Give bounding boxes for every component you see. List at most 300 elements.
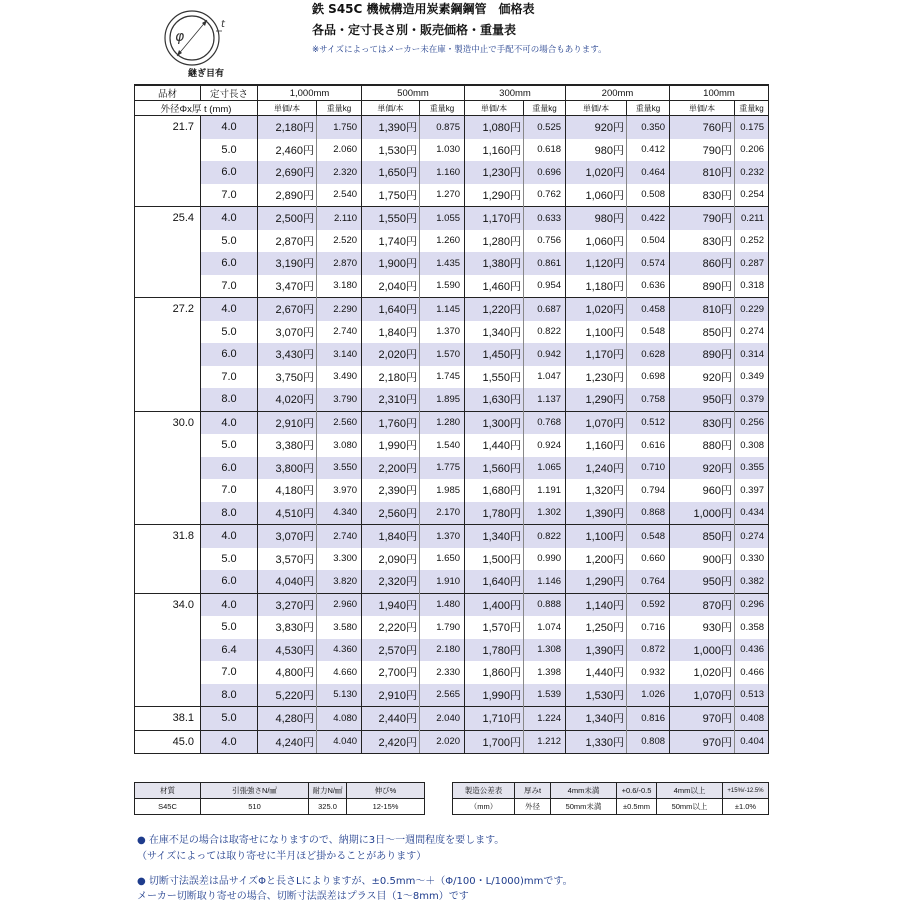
weight-cell: 0.466 [735,661,769,684]
unit-price-cell: 1,570円 [465,616,524,639]
unit-price-cell: 1,400円 [465,593,524,616]
outer-diameter-cell [135,343,201,366]
thickness-cell: 5.0 [201,230,258,253]
weight-cell: 2.560 [317,411,362,434]
unit-price-cell: 1,170円 [566,343,627,366]
table-row [135,684,769,707]
table-row [135,502,769,525]
tolerance-header-cell: +0.6/-0.5 [617,783,657,799]
weight-cell: 0.274 [735,321,769,344]
weight-cell: 0.308 [735,434,769,457]
outer-diameter-cell [135,457,201,480]
weight-cell: 0.990 [524,548,566,571]
weight-cell: 1.212 [524,730,566,754]
weight-cell: 1.398 [524,661,566,684]
weight-cell: 1.910 [420,570,465,593]
weight-cell: 0.232 [735,161,769,184]
unit-price-cell: 850円 [670,321,735,344]
unit-price-cell: 2,220円 [362,616,420,639]
weight-cell: 0.548 [627,321,670,344]
unit-price-cell: 4,530円 [258,639,317,662]
unit-price-cell: 1,290円 [566,570,627,593]
tolerance-table [452,782,769,815]
weight-cell: 0.633 [524,207,566,230]
weight-cell: 1.790 [420,616,465,639]
unit-price-cell: 970円 [670,730,735,754]
unit-price-cell: 1,140円 [566,593,627,616]
unit-price-cell: 2,390円 [362,479,420,502]
thickness-cell: 5.0 [201,616,258,639]
unit-price-cell: 960円 [670,479,735,502]
weight-cell: 0.710 [627,457,670,480]
length-header: 200mm [566,85,670,101]
weight-cell: 4.040 [317,730,362,754]
weight-cell: 0.756 [524,230,566,253]
unit-price-cell: 1,340円 [465,321,524,344]
outer-diameter-cell: 45.0 [135,730,201,754]
unit-price-cell: 830円 [670,411,735,434]
weight-cell: 0.314 [735,343,769,366]
outer-diameter-cell: 27.2 [135,298,201,321]
spec-value-cell: S45C [135,799,201,815]
outer-diameter-cell [135,616,201,639]
weight-cell: 1.775 [420,457,465,480]
thickness-cell: 7.0 [201,479,258,502]
weight-cell: 2.320 [317,161,362,184]
weight-cell: 0.872 [627,639,670,662]
availability-note: ※サイズによってはメーカー未在庫・製造中止で手配不可の場合もあります。 [312,45,607,55]
thickness-cell: 7.0 [201,661,258,684]
weight-cell: 2.960 [317,593,362,616]
outer-diameter-cell [135,388,201,411]
table-row [135,207,769,230]
unit-price-cell: 3,470円 [258,275,317,298]
thickness-cell: 7.0 [201,366,258,389]
outer-diameter-cell [135,639,201,662]
weight-cell: 3.080 [317,434,362,457]
table-row [135,730,769,754]
weight-cell: 1.065 [524,457,566,480]
unit-price-cell: 1,020円 [670,661,735,684]
tolerance-value-cell: ±1.0% [723,799,769,815]
weight-cell: 0.698 [627,366,670,389]
unit-price-cell: 1,080円 [465,116,524,139]
weight-cell: 1.047 [524,366,566,389]
weight-cell: 0.716 [627,616,670,639]
unit-price-cell: 1,530円 [362,139,420,162]
unit-price-cell: 2,180円 [258,116,317,139]
unit-price-cell: 1,900円 [362,252,420,275]
weight-cell: 0.924 [524,434,566,457]
weight-cell: 0.822 [524,321,566,344]
thickness-cell: 5.0 [201,548,258,571]
outer-diameter-cell [135,230,201,253]
table-row [135,230,769,253]
table-row [135,161,769,184]
unit-price-cell: 3,380円 [258,434,317,457]
length-header: 500mm [362,85,465,101]
table-row [135,707,769,731]
unit-price-cell: 1,000円 [670,639,735,662]
outer-diameter-cell: 38.1 [135,707,201,731]
weight-cell: 0.397 [735,479,769,502]
unit-price-cell: 930円 [670,616,735,639]
weight-cell: 2.740 [317,321,362,344]
weight-cell: 0.628 [627,343,670,366]
unit-price-cell: 1,780円 [465,639,524,662]
spec-value-cell: 510 [201,799,309,815]
table-row [135,457,769,480]
thickness-cell: 4.0 [201,593,258,616]
spec-value-cell: 12-15% [347,799,425,815]
thickness-cell: 6.0 [201,570,258,593]
weight-cell: 0.513 [735,684,769,707]
weight-cell: 1.160 [420,161,465,184]
table-row [135,298,769,321]
outer-diameter-cell [135,366,201,389]
material-spec-table [134,782,425,815]
unit-price-cell: 810円 [670,298,735,321]
outer-diameter-cell [135,321,201,344]
unit-price-cell: 1,320円 [566,479,627,502]
table-row [135,184,769,207]
weight-cell: 1.074 [524,616,566,639]
weight-cell: 2.180 [420,639,465,662]
weight-cell: 1.026 [627,684,670,707]
weight-header: 重量kg [317,101,362,116]
outer-diameter-cell [135,570,201,593]
weight-cell: 0.404 [735,730,769,754]
table-row [135,116,769,139]
table-row [135,661,769,684]
unit-price-cell: 1,020円 [566,298,627,321]
weight-cell: 0.794 [627,479,670,502]
unit-price-cell: 920円 [566,116,627,139]
spec-header-cell: 伸び% [347,783,425,799]
weight-cell: 1.308 [524,639,566,662]
thickness-cell: 4.0 [201,207,258,230]
unit-price-cell: 950円 [670,388,735,411]
unit-price-cell: 3,270円 [258,593,317,616]
unit-price-cell: 1,060円 [566,230,627,253]
weight-cell: 0.382 [735,570,769,593]
thickness-cell: 7.0 [201,184,258,207]
tolerance-header-cell: +15%/-12.5% [723,783,769,799]
outer-diameter-cell: 30.0 [135,411,201,434]
unit-price-cell: 2,020円 [362,343,420,366]
weight-cell: 0.330 [735,548,769,571]
unit-price-cell: 790円 [670,207,735,230]
page-title: 鉄 S45C 機械構造用炭素鋼鋼管 価格表 [312,2,535,16]
weight-cell: 0.808 [627,730,670,754]
unit-price-cell: 3,800円 [258,457,317,480]
weight-cell: 1.260 [420,230,465,253]
unit-price-cell: 1,440円 [465,434,524,457]
thickness-cell: 7.0 [201,275,258,298]
weight-cell: 3.180 [317,275,362,298]
outer-diameter-cell [135,661,201,684]
weight-cell: 2.870 [317,252,362,275]
unit-price-cell: 1,230円 [465,161,524,184]
thickness-cell: 8.0 [201,684,258,707]
unit-price-header: 単価/本 [670,101,735,116]
weight-cell: 0.229 [735,298,769,321]
weight-cell: 2.520 [317,230,362,253]
unit-price-cell: 970円 [670,707,735,731]
weight-cell: 0.816 [627,707,670,731]
outer-diameter-cell [135,548,201,571]
unit-price-cell: 4,800円 [258,661,317,684]
unit-price-cell: 860円 [670,252,735,275]
weight-cell: 1.370 [420,525,465,548]
spec-value-cell: 325.0 [309,799,347,815]
weight-cell: 0.548 [627,525,670,548]
weight-cell: 0.592 [627,593,670,616]
unit-price-cell: 1,200円 [566,548,627,571]
unit-price-cell: 1,390円 [362,116,420,139]
unit-price-cell: 4,180円 [258,479,317,502]
weight-cell: 1.650 [420,548,465,571]
weight-cell: 1.435 [420,252,465,275]
weight-cell: 4.340 [317,502,362,525]
weight-cell: 1.145 [420,298,465,321]
unit-price-cell: 1,280円 [465,230,524,253]
weight-cell: 3.550 [317,457,362,480]
unit-price-cell: 950円 [670,570,735,593]
unit-price-cell: 1,740円 [362,230,420,253]
unit-price-cell: 1,160円 [566,434,627,457]
weight-cell: 0.408 [735,707,769,731]
unit-price-cell: 2,460円 [258,139,317,162]
weight-cell: 0.412 [627,139,670,162]
weight-cell: 0.256 [735,411,769,434]
weight-cell: 2.740 [317,525,362,548]
unit-price-cell: 2,500円 [258,207,317,230]
thickness-cell: 4.0 [201,730,258,754]
weight-cell: 0.616 [627,434,670,457]
weight-cell: 2.110 [317,207,362,230]
unit-price-cell: 3,190円 [258,252,317,275]
unit-price-header: 単価/本 [362,101,420,116]
unit-price-cell: 2,910円 [362,684,420,707]
thickness-cell: 5.0 [201,321,258,344]
unit-price-cell: 1,070円 [670,684,735,707]
weight-cell: 3.300 [317,548,362,571]
weight-header: 重量kg [524,101,566,116]
unit-price-cell: 1,390円 [566,502,627,525]
weight-cell: 3.970 [317,479,362,502]
thickness-cell: 6.0 [201,252,258,275]
unit-price-cell: 790円 [670,139,735,162]
t-label: t [221,19,225,30]
cutting-note: ● 切断寸法誤差は品サイズΦと長さLによりますが、±0.5mm〜＋（Φ/100・L/1000)mmです。 [137,876,573,887]
weight-cell: 0.868 [627,502,670,525]
weight-cell: 0.574 [627,252,670,275]
weight-cell: 1.280 [420,411,465,434]
weight-cell: 3.790 [317,388,362,411]
page-subtitle: 各品・定寸長さ別・販売価格・重量表 [312,23,517,37]
table-row [135,411,769,434]
table-row [135,434,769,457]
unit-price-cell: 1,100円 [566,525,627,548]
unit-price-cell: 1,550円 [465,366,524,389]
unit-price-cell: 1,630円 [465,388,524,411]
unit-price-cell: 1,560円 [465,457,524,480]
weight-cell: 1.302 [524,502,566,525]
unit-price-cell: 1,680円 [465,479,524,502]
unit-price-cell: 810円 [670,161,735,184]
weight-cell: 0.252 [735,230,769,253]
weight-cell: 0.954 [524,275,566,298]
unit-price-cell: 1,450円 [465,343,524,366]
unit-price-cell: 1,860円 [465,661,524,684]
outer-diameter-cell: 25.4 [135,207,201,230]
unit-price-cell: 1,650円 [362,161,420,184]
tolerance-header-cell: 厚みt [515,783,551,799]
weight-cell: 0.888 [524,593,566,616]
unit-price-cell: 1,170円 [465,207,524,230]
thickness-cell: 6.0 [201,161,258,184]
thickness-cell: 6.0 [201,343,258,366]
weight-cell: 0.504 [627,230,670,253]
tolerance-header-cell: 4mm以上 [657,783,723,799]
weight-cell: 0.861 [524,252,566,275]
unit-price-cell: 1,160円 [465,139,524,162]
table-row [135,479,769,502]
length-header: 300mm [465,85,566,101]
unit-price-cell: 3,750円 [258,366,317,389]
spec-header-cell: 耐力N/㎟ [309,783,347,799]
unit-price-cell: 1,750円 [362,184,420,207]
unit-price-cell: 2,420円 [362,730,420,754]
unit-price-cell: 3,570円 [258,548,317,571]
table-row [135,388,769,411]
unit-price-cell: 1,710円 [465,707,524,731]
unit-price-cell: 1,240円 [566,457,627,480]
thickness-cell: 6.0 [201,457,258,480]
thickness-cell: 4.0 [201,525,258,548]
weight-cell: 1.750 [317,116,362,139]
weight-cell: 4.080 [317,707,362,731]
unit-price-cell: 1,120円 [566,252,627,275]
weight-cell: 0.211 [735,207,769,230]
weight-cell: 0.525 [524,116,566,139]
unit-price-cell: 1,020円 [566,161,627,184]
unit-price-cell: 1,380円 [465,252,524,275]
weight-header: 重量kg [627,101,670,116]
weight-cell: 1.146 [524,570,566,593]
weight-cell: 3.140 [317,343,362,366]
table-row [135,275,769,298]
table-row [135,639,769,662]
tolerance-value-cell: 50mm以上 [657,799,723,815]
tolerance-value-cell: （mm） [453,799,515,815]
unit-price-cell: 1,550円 [362,207,420,230]
unit-price-cell: 2,670円 [258,298,317,321]
unit-price-cell: 3,430円 [258,343,317,366]
thickness-cell: 8.0 [201,502,258,525]
unit-price-cell: 1,000円 [670,502,735,525]
length-header: 1,000mm [258,85,362,101]
weight-cell: 2.330 [420,661,465,684]
unit-price-cell: 1,460円 [465,275,524,298]
stock-note-detail: （サイズによっては取り寄せに半月ほど掛かることがあります） [137,851,427,862]
weight-cell: 4.360 [317,639,362,662]
outer-diameter-cell [135,684,201,707]
weight-cell: 3.490 [317,366,362,389]
weight-cell: 0.768 [524,411,566,434]
cutting-note-detail: メーカー切断取り寄せの場合、切断寸法誤差はプラス目（1〜8mm）です [137,891,469,902]
unit-price-cell: 1,500円 [465,548,524,571]
tolerance-value-cell: ±0.5mm [617,799,657,815]
unit-price-cell: 4,280円 [258,707,317,731]
spec-header-cell: 材質 [135,783,201,799]
thickness-cell: 4.0 [201,116,258,139]
unit-price-cell: 1,060円 [566,184,627,207]
weight-cell: 0.636 [627,275,670,298]
unit-price-header: 単価/本 [566,101,627,116]
weight-cell: 0.379 [735,388,769,411]
weight-cell: 1.570 [420,343,465,366]
weight-cell: 0.660 [627,548,670,571]
unit-price-cell: 980円 [566,207,627,230]
thickness-cell: 5.0 [201,707,258,731]
stock-note: ● 在庫不足の場合は取寄せになりますので、納期に3日〜一週間程度を要します。 [137,835,505,846]
weight-cell: 2.060 [317,139,362,162]
unit-price-cell: 2,700円 [362,661,420,684]
unit-price-cell: 1,250円 [566,616,627,639]
unit-price-cell: 4,040円 [258,570,317,593]
unit-price-cell: 1,290円 [465,184,524,207]
unit-price-cell: 1,700円 [465,730,524,754]
corner-material: 品材 [135,85,201,101]
unit-price-cell: 1,390円 [566,639,627,662]
table-row [135,525,769,548]
outer-diameter-cell: 34.0 [135,593,201,616]
unit-price-cell: 1,530円 [566,684,627,707]
weight-cell: 0.618 [524,139,566,162]
table-row [135,548,769,571]
unit-price-cell: 2,690円 [258,161,317,184]
unit-price-cell: 1,230円 [566,366,627,389]
seam-label: 継ぎ目有 [188,69,225,79]
phi-label: φ [175,29,185,45]
weight-cell: 1.480 [420,593,465,616]
weight-cell: 0.458 [627,298,670,321]
unit-price-cell: 1,990円 [362,434,420,457]
unit-price-cell: 920円 [670,366,735,389]
weight-cell: 1.224 [524,707,566,731]
unit-price-cell: 890円 [670,275,735,298]
unit-price-cell: 1,340円 [465,525,524,548]
unit-price-cell: 1,180円 [566,275,627,298]
weight-cell: 1.540 [420,434,465,457]
unit-price-cell: 900円 [670,548,735,571]
weight-cell: 0.758 [627,388,670,411]
unit-price-cell: 830円 [670,184,735,207]
unit-price-cell: 850円 [670,525,735,548]
outer-diameter-cell [135,502,201,525]
weight-cell: 3.580 [317,616,362,639]
unit-price-cell: 2,320円 [362,570,420,593]
unit-price-cell: 2,310円 [362,388,420,411]
weight-cell: 2.540 [317,184,362,207]
unit-price-cell: 1,290円 [566,388,627,411]
unit-price-cell: 2,560円 [362,502,420,525]
table-row [135,616,769,639]
table-row [135,139,769,162]
weight-cell: 0.762 [524,184,566,207]
